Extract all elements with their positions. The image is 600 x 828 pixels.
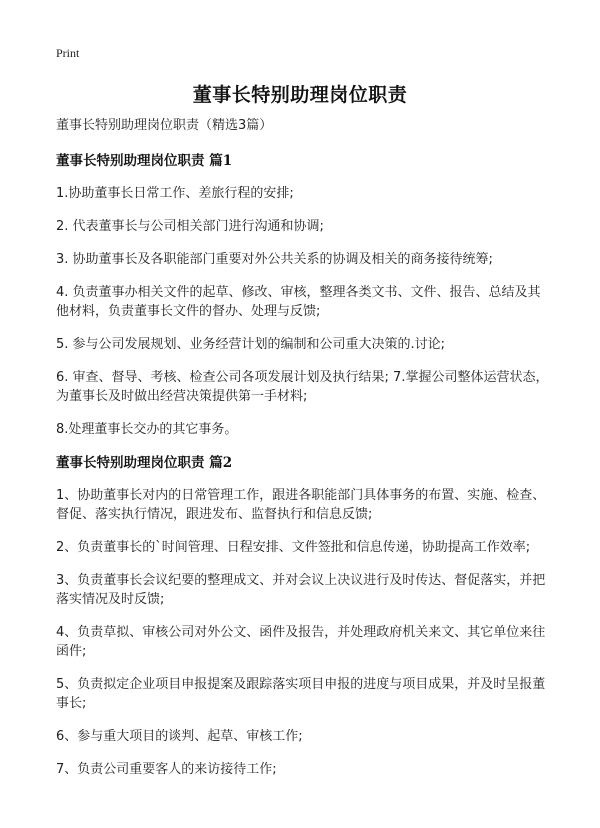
section-2 [56, 453, 551, 779]
paragraph: 2、负责董事长的`时间管理、日程安排、文件签批和信息传递，协助提高工作效率; [56, 540, 531, 555]
paragraph: 6. 审查、督导、考核、检查公司各项发展计划及执行结果; 7.掌握公司整体运营状态，为董事长及时做出经营决策提供第一手材料; [56, 370, 549, 404]
print-link[interactable]: Print [56, 46, 80, 60]
paragraph: 5、负责拟定企业项目申报提案及跟踪落实项目申报的进度与项目成果，并及时呈报董事长; [56, 677, 546, 711]
paragraph: 1、协助董事长对内的日常管理工作，跟进各职能部门具体事务的布置、实施、检查、督促、落实执行情况，跟进发布、监督执行和信息反馈; [56, 488, 546, 522]
paragraph: 4、负责草拟、审核公司对外公文、函件及报告，并处理政府机关来文、其它单位来往函件; [56, 625, 546, 659]
document-title: 董事长特别助理岗位职责 [192, 84, 408, 106]
document-subtitle: 董事长特别助理岗位职责（精选3篇） [56, 118, 273, 133]
paragraph: 7、负责公司重要客人的来访接待工作; [56, 762, 277, 777]
paragraph: 8.处理董事长交办的其它事务。 [56, 422, 238, 437]
document-body [56, 116, 551, 793]
paragraph: 6、参与重大项目的谈判、起草、审核工作; [56, 729, 303, 744]
section-1 [56, 151, 551, 439]
paragraph: 4. 负责董事办相关文件的起草、修改、审核，整理各类文书、文件、报告、总结及其他材料，负责董事长文件的督办、处理与反馈; [56, 285, 541, 319]
paragraph: 3、负责董事长会议纪要的整理成文、并对会议上决议进行及时传达、督促落实，并把落实情况及时反馈; [56, 573, 546, 607]
paragraph: 2. 代表董事长与公司相关部门进行沟通和协调; [56, 219, 324, 234]
section-heading: 董事长特别助理岗位职责 篇2 [56, 455, 233, 471]
paragraph: 1.协助董事长日常工作、差旅行程的安排; [56, 186, 294, 201]
paragraph: 5. 参与公司发展规划、业务经营计划的编制和公司重大决策的.讨论; [56, 337, 446, 352]
paragraph: 3. 协助董事长及各职能部门重要对外公共关系的协调及相关的商务接待统筹; [56, 252, 493, 267]
section-heading: 董事长特别助理岗位职责 篇1 [56, 153, 233, 169]
